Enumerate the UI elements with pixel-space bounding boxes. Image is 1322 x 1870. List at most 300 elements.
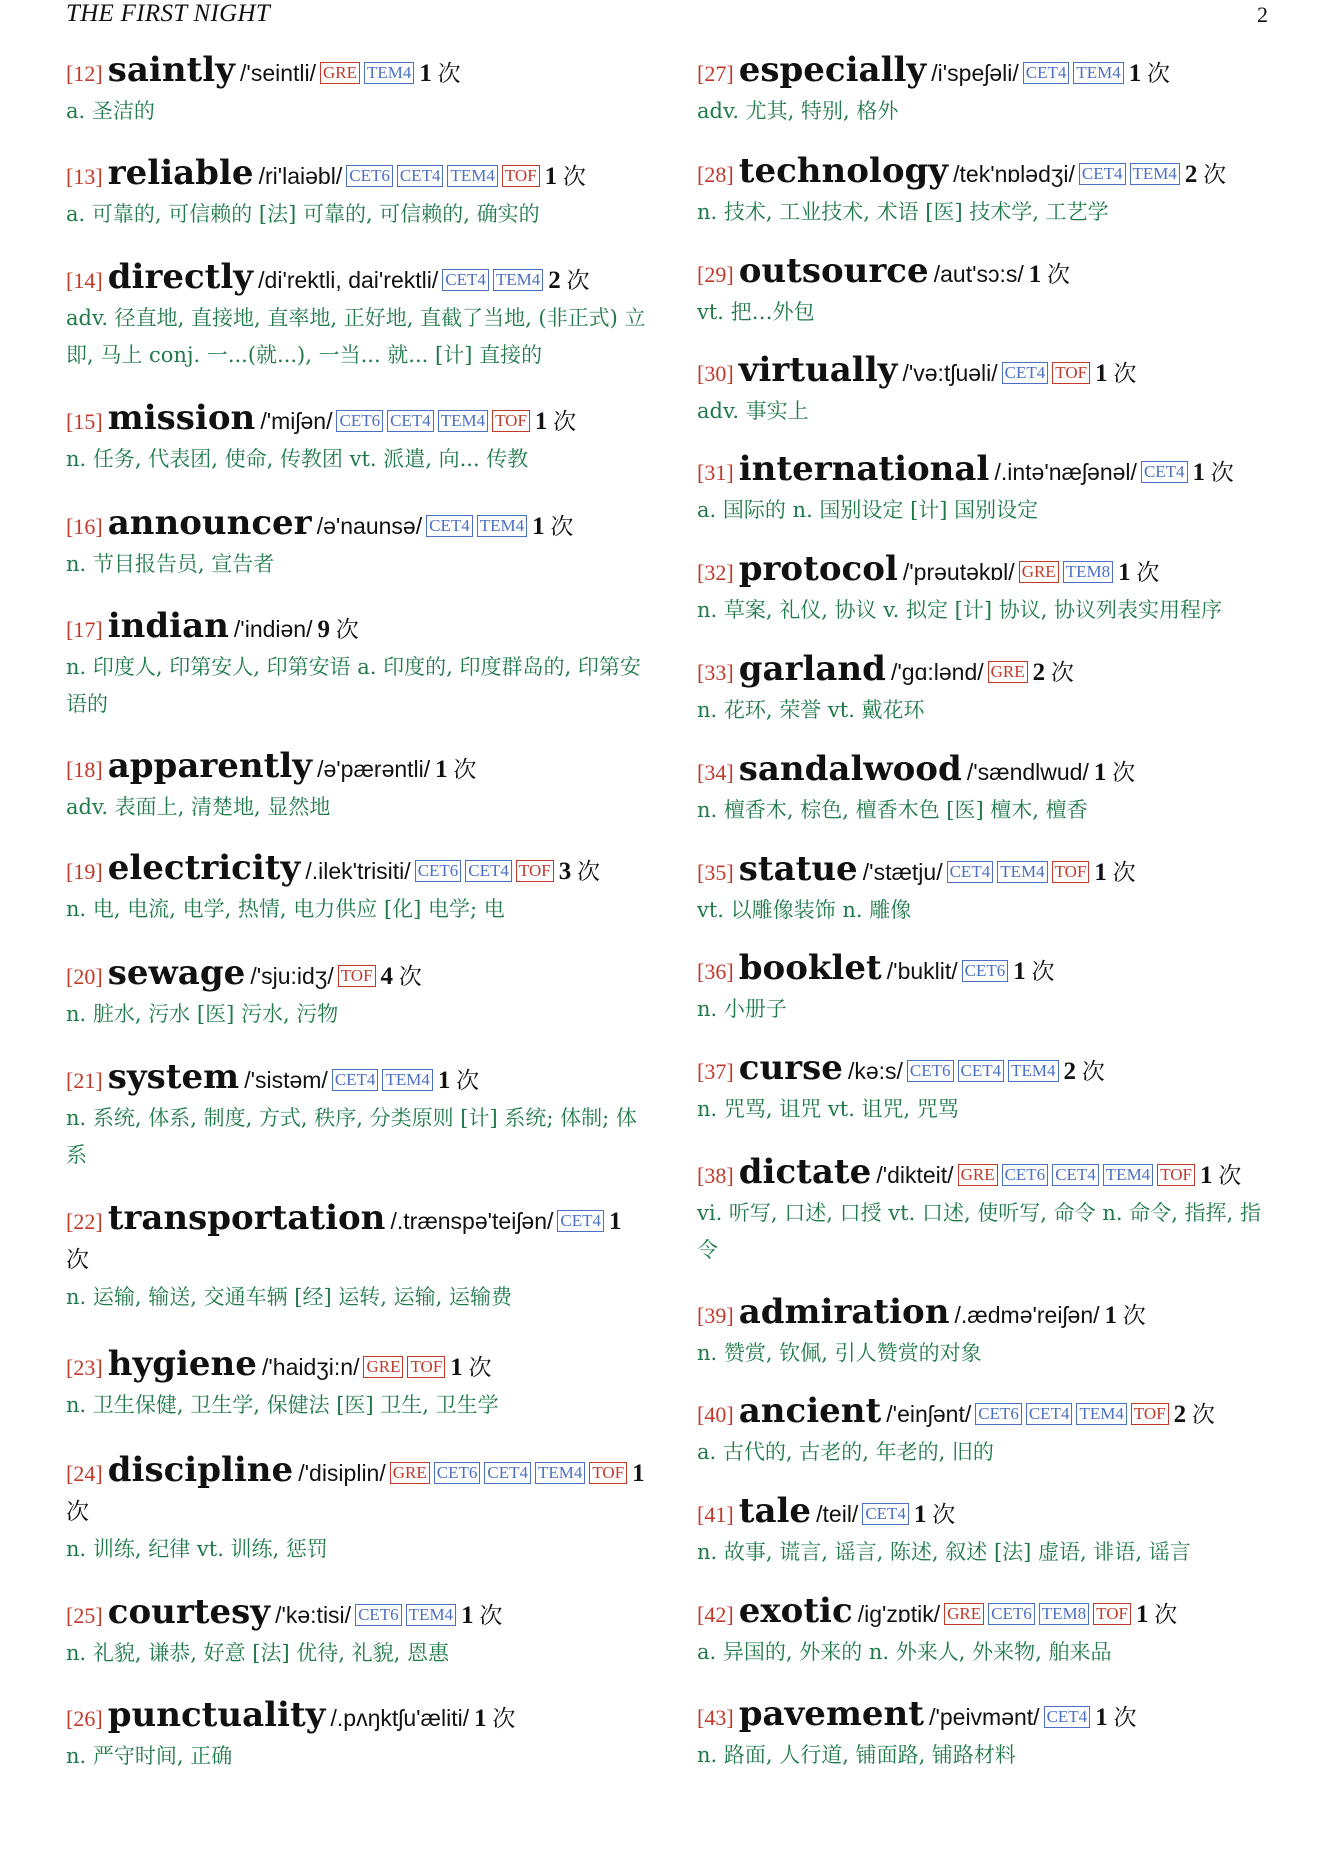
- entry-headline: [697, 551, 1277, 593]
- entry-index: [43]: [697, 1705, 734, 1730]
- entry-phonetic: /'haidʒi:n/: [262, 1354, 360, 1380]
- entry-word: sewage: [107, 953, 246, 993]
- entry-word: sandalwood: [738, 749, 962, 789]
- entry-index: [26]: [66, 1706, 103, 1731]
- entry-frequency: [317, 617, 358, 642]
- exam-tag: CET6: [336, 410, 383, 432]
- entry-headline: [697, 52, 1277, 94]
- vocab-entry: [697, 1393, 1277, 1471]
- entry-frequency: [1095, 1705, 1136, 1730]
- entry-definition: n. 礼貌, 谦恭, 好意 [法] 优待, 礼貌, 恩惠: [66, 1641, 450, 1665]
- entry-index: [25]: [66, 1603, 103, 1628]
- entry-definition: a. 异国的, 外来的 n. 外来人, 外来物, 舶来品: [697, 1640, 1112, 1664]
- exam-tag: TEM4: [438, 410, 488, 432]
- entry-index: [32]: [697, 560, 734, 585]
- entry-word: protocol: [738, 549, 898, 589]
- frequency-unit: 次: [566, 268, 590, 293]
- entry-index: [38]: [697, 1163, 734, 1188]
- entry-index: [33]: [697, 660, 734, 685]
- exam-tag: TOF: [1052, 362, 1090, 384]
- frequency-count: 2: [1184, 161, 1198, 188]
- exam-tag: CET6: [1002, 1164, 1049, 1186]
- exam-tag: TEM4: [477, 515, 527, 537]
- exam-tag: GRE: [944, 1603, 984, 1625]
- entry-frequency: [559, 859, 600, 884]
- entry-index: [24]: [66, 1461, 103, 1486]
- frequency-count: 1: [1192, 459, 1206, 486]
- exam-tag: TEM4: [1073, 62, 1123, 84]
- vocab-entry: [66, 259, 646, 374]
- entry-frequency: [1029, 262, 1070, 287]
- entry-phonetic: /'sju:idʒ/: [250, 963, 334, 989]
- exam-tag: CET4: [1052, 1164, 1099, 1186]
- entry-phonetic: /kə:s/: [847, 1058, 903, 1084]
- entry-index: [40]: [697, 1402, 734, 1427]
- vocab-entry: [66, 1697, 646, 1775]
- exam-tag: GRE: [390, 1462, 430, 1484]
- entry-definition: n. 任务, 代表团, 使命, 传教团 vt. 派遣, 向... 传教: [66, 447, 529, 471]
- exam-tag: TOF: [1052, 861, 1090, 883]
- frequency-unit: 次: [576, 859, 600, 884]
- vocab-entry: [697, 451, 1277, 529]
- exam-tag: TOF: [589, 1462, 627, 1484]
- exam-tag: TEM4: [997, 861, 1047, 883]
- exam-tag: CET6: [434, 1462, 481, 1484]
- exam-tag: TOF: [502, 165, 540, 187]
- entry-index: [29]: [697, 262, 734, 287]
- entry-phonetic: /'və:tʃuəli/: [902, 360, 998, 386]
- frequency-count: 4: [380, 963, 394, 990]
- entry-headline: [66, 1452, 646, 1532]
- entry-definition: n. 节目报告员, 宣告者: [66, 552, 275, 576]
- entry-headline: [697, 1493, 1277, 1535]
- exam-tag: CET4: [387, 410, 434, 432]
- frequency-count: 1: [1095, 1704, 1108, 1731]
- exam-tag: CET4: [947, 861, 994, 883]
- frequency-count: 1: [1200, 1162, 1213, 1189]
- entry-word: booklet: [738, 948, 882, 988]
- entry-phonetic: /teil/: [816, 1501, 859, 1527]
- entry-frequency: [438, 1068, 479, 1093]
- entry-word: statue: [738, 849, 858, 889]
- exam-tag: CET4: [426, 515, 473, 537]
- frequency-count: 1: [435, 756, 448, 783]
- entry-word: outsource: [738, 251, 929, 291]
- entry-word: saintly: [107, 50, 235, 90]
- frequency-count: 2: [548, 267, 561, 294]
- entry-definition: vi. 听写, 口述, 口授 vt. 口述, 使听写, 命令 n. 命令, 指挥, 指令: [697, 1201, 1261, 1262]
- entry-phonetic: /ə'naunsə/: [316, 513, 423, 539]
- entry-frequency: [1094, 860, 1135, 885]
- exam-tag: GRE: [1019, 561, 1059, 583]
- entry-definition: n. 卫生保健, 卫生学, 保健法 [医] 卫生, 卫生学: [66, 1393, 499, 1417]
- exam-tag: CET4: [1141, 461, 1188, 483]
- frequency-unit: 次: [437, 61, 461, 86]
- entry-headline: [697, 1050, 1277, 1092]
- vocab-entry: [66, 608, 646, 723]
- entry-definition: vt. 把…外包: [697, 300, 815, 324]
- entry-phonetic: /.pʌŋktʃu'æliti/: [330, 1705, 470, 1731]
- entry-phonetic: /'seintli/: [240, 60, 317, 86]
- vocab-entry: [66, 850, 646, 928]
- entry-headline: [697, 651, 1277, 693]
- exam-tag: TEM4: [447, 165, 497, 187]
- entry-frequency: [1185, 162, 1226, 187]
- vocab-entry: [697, 253, 1277, 331]
- entry-frequency: [435, 757, 476, 782]
- frequency-count: 1: [609, 1208, 622, 1235]
- entry-headline: [66, 52, 646, 94]
- entry-definition: n. 檀香木, 棕色, 檀香木色 [医] 檀木, 檀香: [697, 798, 1088, 822]
- entry-frequency: [1118, 560, 1159, 585]
- entry-frequency: [535, 409, 576, 434]
- entry-index: [28]: [697, 162, 734, 187]
- entry-index: [30]: [697, 361, 734, 386]
- entry-definition: adv. 径直地, 直接地, 直率地, 正好地, 直截了当地, (非正式) 立即, 马上 conj. 一...(就...), 一当... 就... [计] 直接的: [66, 306, 646, 367]
- entry-index: [17]: [66, 617, 103, 642]
- entry-index: [21]: [66, 1068, 103, 1093]
- entry-index: [16]: [66, 514, 103, 539]
- exam-tag: GRE: [988, 661, 1028, 683]
- entry-definition: n. 草案, 礼仪, 协议 v. 拟定 [计] 协议, 协议列表实用程序: [697, 598, 1223, 622]
- entry-headline: [66, 608, 646, 650]
- exam-tag: CET4: [1023, 62, 1070, 84]
- frequency-unit: 次: [492, 1706, 516, 1731]
- entry-phonetic: /'disiplin/: [298, 1460, 386, 1486]
- frequency-count: 1: [474, 1705, 487, 1732]
- entry-frequency: [1013, 959, 1054, 984]
- entry-definition: adv. 事实上: [697, 399, 809, 423]
- entry-definition: n. 系统, 体系, 制度, 方式, 秩序, 分类原则 [计] 系统; 体制; 体系: [66, 1106, 637, 1167]
- entry-frequency: [450, 1355, 491, 1380]
- entry-phonetic: /ə'pærəntli/: [317, 756, 431, 782]
- entry-phonetic: /tek'nɒlədʒi/: [953, 161, 1075, 187]
- frequency-count: 2: [1032, 659, 1046, 686]
- entry-frequency: [1064, 1059, 1105, 1084]
- entry-headline: [697, 253, 1277, 295]
- exam-tag: CET4: [862, 1503, 909, 1525]
- vocab-entry: [66, 1452, 646, 1568]
- entry-headline: [697, 1593, 1277, 1635]
- entry-word: ancient: [738, 1391, 882, 1431]
- exam-tag: CET4: [484, 1462, 531, 1484]
- vocab-entry: [66, 155, 646, 233]
- vocab-entry: [697, 52, 1277, 130]
- vocab-entry: [697, 1493, 1277, 1571]
- entry-index: [41]: [697, 1502, 734, 1527]
- exam-tag: TEM4: [382, 1069, 432, 1091]
- vocab-entry: [66, 1346, 646, 1424]
- entry-word: especially: [738, 50, 927, 90]
- entry-index: [20]: [66, 964, 103, 989]
- entry-word: courtesy: [107, 1592, 270, 1632]
- entry-index: [23]: [66, 1355, 103, 1380]
- entry-definition: n. 电, 电流, 电学, 热情, 电力供应 [化] 电学; 电: [66, 897, 505, 921]
- entry-index: [18]: [66, 757, 103, 782]
- exam-tag: CET6: [907, 1060, 954, 1082]
- entry-frequency: [548, 268, 589, 293]
- entry-phonetic: /'gɑ:lənd/: [891, 659, 984, 685]
- frequency-count: 1: [1095, 360, 1108, 387]
- frequency-unit: 次: [1122, 1303, 1146, 1328]
- frequency-unit: 次: [1047, 262, 1071, 287]
- frequency-unit: 次: [1113, 1705, 1137, 1730]
- exam-tag: TEM4: [364, 62, 414, 84]
- entry-headline: [66, 850, 646, 892]
- frequency-count: 1: [419, 60, 432, 87]
- frequency-unit: 次: [1031, 959, 1055, 984]
- entry-definition: n. 花环, 荣誉 vt. 戴花环: [697, 698, 925, 722]
- entry-word: mission: [107, 398, 256, 438]
- entry-definition: n. 印度人, 印第安人, 印第安语 a. 印度的, 印度群岛的, 印第安语的: [66, 655, 641, 716]
- entry-word: international: [738, 449, 990, 489]
- entry-word: discipline: [107, 1450, 294, 1490]
- entry-frequency: [1193, 460, 1234, 485]
- entry-headline: [66, 1346, 646, 1388]
- entry-headline: [697, 1294, 1277, 1336]
- exam-tag: CET4: [332, 1069, 379, 1091]
- entry-index: [35]: [697, 860, 734, 885]
- vocab-entry: [697, 851, 1277, 929]
- entry-definition: n. 严守时间, 正确: [66, 1744, 233, 1768]
- exam-tag: CET4: [557, 1210, 604, 1232]
- vocab-entry: [697, 950, 1277, 1028]
- entry-phonetic: /'indiən/: [233, 616, 313, 642]
- entry-word: tale: [738, 1491, 812, 1531]
- frequency-count: 1: [1093, 759, 1107, 786]
- frequency-count: 1: [544, 163, 558, 190]
- frequency-count: 1: [461, 1602, 474, 1629]
- exam-tag: CET4: [1026, 1403, 1073, 1425]
- entry-word: garland: [738, 649, 886, 689]
- frequency-unit: 次: [562, 164, 586, 189]
- entry-word: virtually: [738, 350, 898, 390]
- exam-tag: CET6: [355, 1604, 402, 1626]
- entry-frequency: [474, 1706, 515, 1731]
- frequency-unit: 次: [468, 1355, 492, 1380]
- entry-frequency: [1095, 361, 1136, 386]
- entry-word: dictate: [738, 1152, 872, 1192]
- vocab-entry: [697, 1050, 1277, 1128]
- entry-headline: [66, 748, 646, 790]
- entry-definition: n. 路面, 人行道, 铺面路, 铺路材料: [697, 1743, 1016, 1767]
- frequency-count: 1: [632, 1460, 645, 1487]
- frequency-count: 1: [450, 1354, 463, 1381]
- entry-word: exotic: [738, 1591, 853, 1631]
- frequency-unit: 次: [932, 1502, 956, 1527]
- entry-headline: [66, 505, 646, 547]
- entry-phonetic: /ig'zɒtik/: [857, 1601, 941, 1627]
- entry-phonetic: /'kə:tisi/: [275, 1602, 352, 1628]
- vocab-entry: [66, 955, 646, 1033]
- entry-headline: [697, 352, 1277, 394]
- entry-phonetic: /'dikteit/: [876, 1162, 954, 1188]
- entry-phonetic: /'peivmənt/: [929, 1704, 1040, 1730]
- frequency-count: 1: [1028, 261, 1042, 288]
- exam-tag: CET4: [1002, 362, 1049, 384]
- frequency-count: 1: [913, 1501, 927, 1528]
- entry-word: directly: [107, 257, 254, 297]
- frequency-unit: 次: [1147, 61, 1171, 86]
- page-header-title: THE FIRST NIGHT: [66, 0, 271, 27]
- frequency-count: 1: [1094, 859, 1107, 886]
- frequency-unit: 次: [1203, 162, 1227, 187]
- entry-phonetic: /ri'laiəbl/: [258, 163, 343, 189]
- frequency-unit: 次: [1191, 1402, 1215, 1427]
- exam-tag: TOF: [407, 1356, 445, 1378]
- entry-headline: [697, 153, 1277, 195]
- entry-definition: n. 训练, 纪律 vt. 训练, 惩罚: [66, 1537, 328, 1561]
- exam-tag: CET4: [1079, 163, 1126, 185]
- entry-frequency: [1094, 760, 1135, 785]
- entry-index: [39]: [697, 1303, 734, 1328]
- entry-word: admiration: [738, 1292, 950, 1332]
- entry-definition: n. 小册子: [697, 997, 787, 1021]
- entry-headline: [66, 259, 646, 301]
- frequency-unit: 次: [1218, 1163, 1242, 1188]
- entry-frequency: [914, 1502, 955, 1527]
- entry-frequency: [532, 514, 573, 539]
- entry-phonetic: /di'rektli, dai'rektli/: [258, 267, 439, 293]
- entry-headline: [66, 955, 646, 997]
- frequency-unit: 次: [1154, 1602, 1178, 1627]
- entry-index: [22]: [66, 1209, 103, 1234]
- entry-phonetic: /.ilek'trisiti/: [305, 858, 411, 884]
- entry-definition: a. 可靠的, 可信赖的 [法] 可靠的, 可信赖的, 确实的: [66, 202, 540, 226]
- entry-frequency: [1174, 1402, 1215, 1427]
- exam-tag: TOF: [1157, 1164, 1195, 1186]
- exam-tag: GRE: [320, 62, 360, 84]
- exam-tag: TOF: [1093, 1603, 1131, 1625]
- vocab-entry: [66, 1200, 646, 1316]
- frequency-unit: 次: [453, 757, 477, 782]
- entry-definition: n. 技术, 工业技术, 术语 [医] 技术学, 工艺学: [697, 200, 1109, 224]
- entry-definition: a. 古代的, 古老的, 年老的, 旧的: [697, 1440, 994, 1464]
- frequency-unit: 次: [550, 514, 574, 539]
- vocab-entry: [697, 1154, 1277, 1269]
- entry-headline: [66, 1059, 646, 1101]
- entry-frequency: [1033, 660, 1074, 685]
- entry-frequency: [1129, 61, 1170, 86]
- entry-headline: [697, 851, 1277, 893]
- entry-frequency: [545, 164, 586, 189]
- vocab-entry: [697, 1696, 1277, 1774]
- entry-word: indian: [107, 606, 229, 646]
- entry-index: [15]: [66, 409, 103, 434]
- entry-word: hygiene: [107, 1344, 257, 1384]
- entry-word: punctuality: [107, 1695, 326, 1735]
- exam-tag: CET6: [962, 960, 1009, 982]
- entry-phonetic: /.ædmə'reiʃən/: [954, 1302, 1100, 1328]
- entry-definition: n. 赞赏, 钦佩, 引人赞赏的对象: [697, 1341, 982, 1365]
- entry-phonetic: /aut'sɔ:s/: [933, 261, 1024, 287]
- exam-tag: CET6: [346, 165, 393, 187]
- exam-tag: GRE: [363, 1356, 403, 1378]
- entry-definition: n. 咒骂, 诅咒 vt. 诅咒, 咒骂: [697, 1097, 959, 1121]
- exam-tag: CET4: [1044, 1706, 1091, 1728]
- frequency-count: 1: [1013, 958, 1026, 985]
- exam-tag: TOF: [338, 965, 376, 987]
- entry-word: system: [107, 1057, 240, 1097]
- entry-frequency: [1136, 1602, 1177, 1627]
- entry-headline: [697, 451, 1277, 493]
- vocab-entry: [66, 1059, 646, 1174]
- entry-headline: [66, 1594, 646, 1636]
- entry-word: apparently: [107, 746, 312, 786]
- frequency-unit: 次: [479, 1603, 503, 1628]
- frequency-count: 2: [1063, 1058, 1077, 1085]
- entry-headline: [697, 1154, 1277, 1196]
- frequency-unit: 次: [66, 1499, 89, 1524]
- entry-definition: n. 运输, 输送, 交通车辆 [经] 运转, 运输, 运输费: [66, 1285, 513, 1309]
- frequency-unit: 次: [335, 617, 359, 642]
- exam-tag: CET6: [988, 1603, 1035, 1625]
- exam-tag: TEM4: [406, 1604, 456, 1626]
- entry-phonetic: /.trænspə'teiʃən/: [390, 1208, 554, 1234]
- exam-tag: TEM4: [535, 1462, 585, 1484]
- entry-headline: [66, 400, 646, 442]
- frequency-unit: 次: [1112, 760, 1136, 785]
- frequency-unit: 次: [1210, 460, 1234, 485]
- vocab-entry: [66, 748, 646, 826]
- exam-tag: TEM4: [1130, 163, 1180, 185]
- entry-definition: adv. 尤其, 特别, 格外: [697, 99, 899, 123]
- vocab-entry: [697, 751, 1277, 829]
- frequency-count: 1: [1118, 559, 1131, 586]
- frequency-count: 1: [534, 408, 548, 435]
- entry-headline: [697, 950, 1277, 992]
- exam-tag: TOF: [492, 410, 530, 432]
- frequency-unit: 次: [1112, 860, 1136, 885]
- entry-phonetic: /i'speʃəli/: [931, 60, 1019, 86]
- entry-phonetic: /'buklit/: [886, 958, 958, 984]
- entry-phonetic: /'miʃən/: [260, 408, 333, 434]
- entry-headline: [697, 1696, 1277, 1738]
- entry-word: pavement: [738, 1694, 924, 1734]
- entry-index: [42]: [697, 1602, 734, 1627]
- frequency-unit: 次: [1081, 1059, 1105, 1084]
- entry-word: technology: [738, 151, 949, 191]
- exam-tag: TEM4: [1076, 1403, 1126, 1425]
- exam-tag: CET4: [442, 269, 489, 291]
- entry-phonetic: /'stætju/: [862, 859, 943, 885]
- entry-definition: vt. 以雕像装饰 n. 雕像: [697, 898, 912, 922]
- entry-frequency: [1200, 1163, 1241, 1188]
- frequency-unit: 次: [398, 964, 422, 989]
- entry-word: reliable: [107, 153, 254, 193]
- entry-index: [36]: [697, 959, 734, 984]
- vocab-entry: [66, 52, 646, 130]
- frequency-count: 1: [1135, 1601, 1149, 1628]
- vocab-entry: [697, 651, 1277, 729]
- entry-phonetic: /'prəutəkɒl/: [902, 559, 1015, 585]
- exam-tag: TEM4: [493, 269, 543, 291]
- exam-tag: CET6: [975, 1403, 1022, 1425]
- entry-phonetic: /'einʃənt/: [886, 1401, 972, 1427]
- vocab-entry: [697, 1294, 1277, 1372]
- entry-definition: a. 国际的 n. 国别设定 [计] 国别设定: [697, 498, 1039, 522]
- entry-definition: n. 脏水, 污水 [医] 污水, 污物: [66, 1002, 339, 1026]
- entry-headline: [697, 1393, 1277, 1435]
- entry-headline: [66, 1697, 646, 1739]
- entry-phonetic: /.intə'næʃənəl/: [994, 459, 1137, 485]
- entry-index: [19]: [66, 859, 103, 884]
- entry-index: [13]: [66, 164, 103, 189]
- vocab-entry: [697, 153, 1277, 231]
- entry-definition: n. 故事, 谎言, 谣言, 陈述, 叙述 [法] 虚语, 诽语, 谣言: [697, 1540, 1191, 1564]
- vocab-entry: [66, 1594, 646, 1672]
- vocab-entry: [697, 352, 1277, 430]
